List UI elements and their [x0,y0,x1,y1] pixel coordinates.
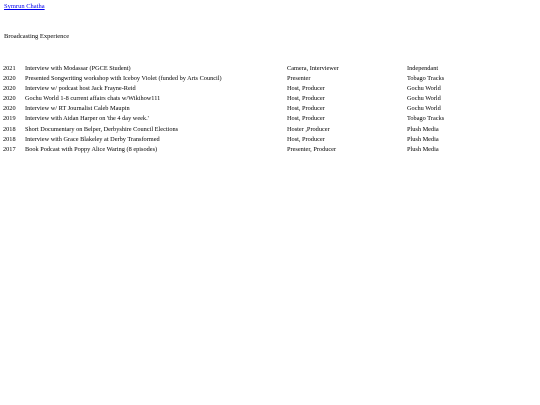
year-cell: 2020 [3,85,16,93]
table-row [3,94,523,104]
project-cell: Interview w/ RT Journalist Caleb Maupin [25,105,130,113]
section-title: Broadcasting Experience [4,33,70,40]
role-cell: Host, Producer [287,95,325,103]
organisation-cell: Gochu World [407,95,441,103]
experience-table [3,64,523,155]
project-cell: Presented Songwriting workshop with Iceboy Violet (funded by Arts Council) [25,75,222,83]
year-cell: 2020 [3,95,16,103]
role-cell: Camera, Interviewer [287,65,339,72]
year-cell: 2019 [3,115,16,123]
organisation-cell: Plush Media [407,135,439,143]
project-cell: Gochu World 1-8 current affairs chats w/Wikihow111 [25,95,161,103]
table-row [3,145,523,155]
name-link[interactable]: Symrun Chatha [4,3,45,10]
organisation-cell: Gochu World [407,105,441,113]
year-cell: 2021 [3,65,16,72]
table-row [3,104,523,114]
role-cell: Presenter [287,75,311,83]
organisation-cell: Tobago Tracks [407,75,445,83]
table-row [3,74,523,84]
project-cell: Interview with Modassar (PGCE Student) [25,65,131,72]
year-cell: 2018 [3,135,16,143]
experience-table-body [3,64,523,155]
organisation-cell: Gochu World [407,85,441,93]
role-cell: Presenter, Producer [287,145,337,153]
project-cell: Interview w/ podcast host Jack Frayne-Reid [25,85,136,93]
project-cell: Book Podcast with Poppy Alice Waring (8 episodes) [25,145,158,153]
table-row [3,135,523,145]
year-cell: 2017 [3,145,16,153]
table-row [3,125,523,135]
role-cell: Host, Producer [287,85,325,93]
organisation-cell: Independant [407,65,439,72]
organisation-cell: Plush Media [407,125,439,133]
project-cell: Short Documentary on Belper, Derbyshire Council Elections [25,125,179,133]
role-cell: Host, Producer [287,105,325,113]
table-row [3,114,523,124]
project-cell: Interview with Aidan Harper on 'the 4 day week.' [25,115,149,123]
role-cell: Host, Producer [287,135,325,143]
project-cell: Interview with Grace Blakeley at Derby Transformed [25,135,160,143]
organisation-cell: Plush Media [407,145,439,153]
table-row [3,64,523,74]
year-cell: 2020 [3,105,16,113]
role-cell: Host, Producer [287,115,325,123]
year-cell: 2020 [3,75,16,83]
table-row [3,84,523,94]
organisation-cell: Tobago Tracks [407,115,445,123]
role-cell: Hoster ,Producer [287,125,330,133]
year-cell: 2018 [3,125,16,133]
